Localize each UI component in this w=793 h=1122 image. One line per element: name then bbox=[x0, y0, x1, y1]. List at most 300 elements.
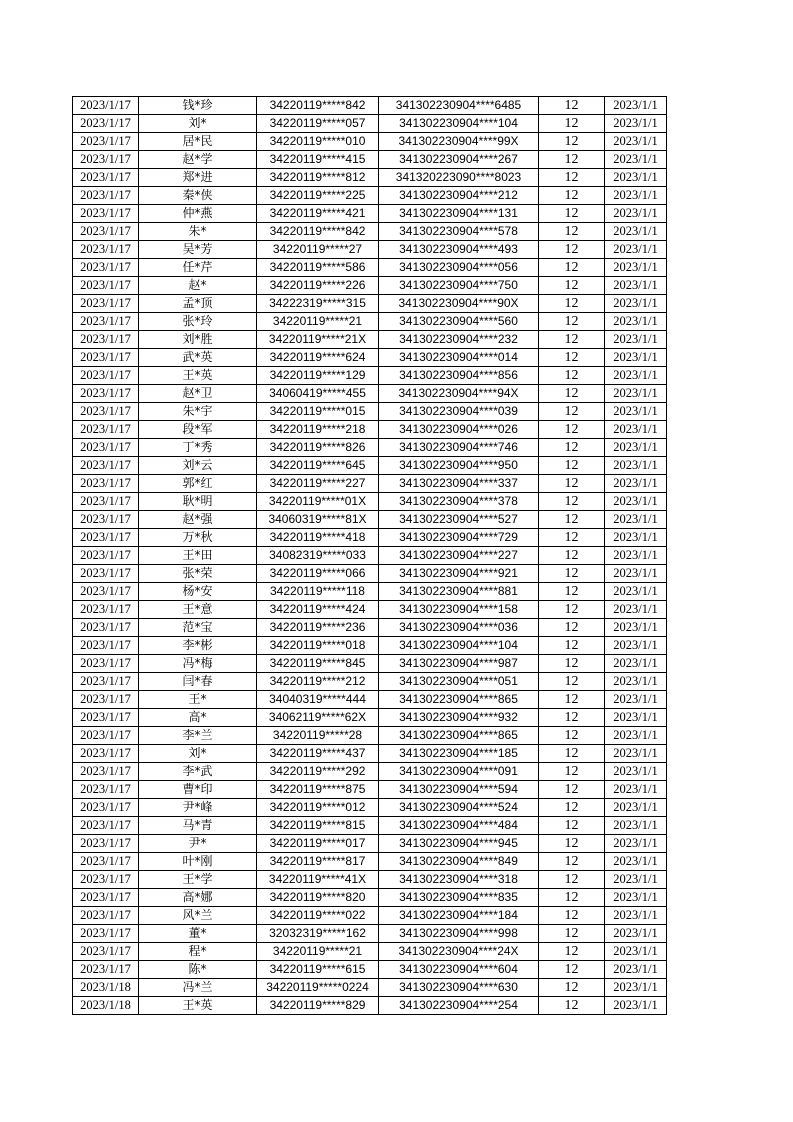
id-number-cell: 34220119*****022 bbox=[257, 907, 379, 925]
table-row bbox=[73, 925, 667, 943]
account-number-cell: 341302230904****578 bbox=[379, 223, 539, 241]
account-number-cell: 341302230904****378 bbox=[379, 493, 539, 511]
account-number-cell: 341302230904****94X bbox=[379, 385, 539, 403]
account-number-cell: 341302230904****104 bbox=[379, 637, 539, 655]
name-cell: 孟*顶 bbox=[139, 295, 257, 313]
table-row bbox=[73, 493, 667, 511]
date-cell: 2023/1/17 bbox=[73, 943, 139, 961]
period-date-cell: 2023/1/1 bbox=[605, 673, 667, 691]
period-date-cell: 2023/1/1 bbox=[605, 385, 667, 403]
period-date-cell: 2023/1/1 bbox=[605, 295, 667, 313]
table-row bbox=[73, 223, 667, 241]
period-date-cell: 2023/1/1 bbox=[605, 709, 667, 727]
amount-cell: 12 bbox=[539, 925, 605, 943]
name-cell: 赵*学 bbox=[139, 151, 257, 169]
period-date-cell: 2023/1/1 bbox=[605, 583, 667, 601]
date-cell: 2023/1/17 bbox=[73, 169, 139, 187]
name-cell: 王*英 bbox=[139, 367, 257, 385]
amount-cell: 12 bbox=[539, 745, 605, 763]
name-cell: 李*武 bbox=[139, 763, 257, 781]
id-number-cell: 34220119*****21 bbox=[257, 313, 379, 331]
amount-cell: 12 bbox=[539, 727, 605, 745]
name-cell: 郭*红 bbox=[139, 475, 257, 493]
period-date-cell: 2023/1/1 bbox=[605, 421, 667, 439]
amount-cell: 12 bbox=[539, 115, 605, 133]
id-number-cell: 34220119*****826 bbox=[257, 439, 379, 457]
table-row bbox=[73, 619, 667, 637]
amount-cell: 12 bbox=[539, 529, 605, 547]
period-date-cell: 2023/1/1 bbox=[605, 241, 667, 259]
account-number-cell: 341302230904****945 bbox=[379, 835, 539, 853]
table-row bbox=[73, 673, 667, 691]
name-cell: 王*英 bbox=[139, 997, 257, 1015]
table-row bbox=[73, 475, 667, 493]
amount-cell: 12 bbox=[539, 655, 605, 673]
period-date-cell: 2023/1/1 bbox=[605, 835, 667, 853]
table-row bbox=[73, 979, 667, 997]
id-number-cell: 34220119*****21 bbox=[257, 943, 379, 961]
name-cell: 钱*珍 bbox=[139, 97, 257, 115]
name-cell: 冯*梅 bbox=[139, 655, 257, 673]
name-cell: 万*秋 bbox=[139, 529, 257, 547]
amount-cell: 12 bbox=[539, 349, 605, 367]
period-date-cell: 2023/1/1 bbox=[605, 313, 667, 331]
name-cell: 张*玲 bbox=[139, 313, 257, 331]
account-number-cell: 341302230904****131 bbox=[379, 205, 539, 223]
id-number-cell: 34220119*****057 bbox=[257, 115, 379, 133]
table-row bbox=[73, 205, 667, 223]
id-number-cell: 34220119*****012 bbox=[257, 799, 379, 817]
table-row bbox=[73, 187, 667, 205]
table-row bbox=[73, 97, 667, 115]
account-number-cell: 341302230904****630 bbox=[379, 979, 539, 997]
table-row bbox=[73, 439, 667, 457]
period-date-cell: 2023/1/1 bbox=[605, 331, 667, 349]
date-cell: 2023/1/17 bbox=[73, 295, 139, 313]
id-number-cell: 34220119*****415 bbox=[257, 151, 379, 169]
id-number-cell: 34220119*****227 bbox=[257, 475, 379, 493]
id-number-cell: 34220119*****645 bbox=[257, 457, 379, 475]
account-number-cell: 341302230904****232 bbox=[379, 331, 539, 349]
account-number-cell: 341302230904****212 bbox=[379, 187, 539, 205]
name-cell: 刘*云 bbox=[139, 457, 257, 475]
id-number-cell: 34220119*****812 bbox=[257, 169, 379, 187]
period-date-cell: 2023/1/1 bbox=[605, 187, 667, 205]
table-row bbox=[73, 853, 667, 871]
period-date-cell: 2023/1/1 bbox=[605, 457, 667, 475]
date-cell: 2023/1/17 bbox=[73, 331, 139, 349]
id-number-cell: 34060319*****81X bbox=[257, 511, 379, 529]
id-number-cell: 34220119*****017 bbox=[257, 835, 379, 853]
id-number-cell: 34220119*****28 bbox=[257, 727, 379, 745]
table-row bbox=[73, 601, 667, 619]
account-number-cell: 341302230904****184 bbox=[379, 907, 539, 925]
date-cell: 2023/1/17 bbox=[73, 907, 139, 925]
name-cell: 朱* bbox=[139, 223, 257, 241]
table-row bbox=[73, 349, 667, 367]
id-number-cell: 34220119*****829 bbox=[257, 997, 379, 1015]
date-cell: 2023/1/17 bbox=[73, 475, 139, 493]
amount-cell: 12 bbox=[539, 295, 605, 313]
date-cell: 2023/1/17 bbox=[73, 277, 139, 295]
amount-cell: 12 bbox=[539, 835, 605, 853]
period-date-cell: 2023/1/1 bbox=[605, 529, 667, 547]
id-number-cell: 34220119*****21X bbox=[257, 331, 379, 349]
name-cell: 叶*刚 bbox=[139, 853, 257, 871]
table-row bbox=[73, 133, 667, 151]
date-cell: 2023/1/17 bbox=[73, 493, 139, 511]
period-date-cell: 2023/1/1 bbox=[605, 781, 667, 799]
period-date-cell: 2023/1/1 bbox=[605, 493, 667, 511]
name-cell: 丁*秀 bbox=[139, 439, 257, 457]
amount-cell: 12 bbox=[539, 619, 605, 637]
period-date-cell: 2023/1/1 bbox=[605, 925, 667, 943]
amount-cell: 12 bbox=[539, 907, 605, 925]
period-date-cell: 2023/1/1 bbox=[605, 763, 667, 781]
amount-cell: 12 bbox=[539, 421, 605, 439]
period-date-cell: 2023/1/1 bbox=[605, 133, 667, 151]
amount-cell: 12 bbox=[539, 979, 605, 997]
id-number-cell: 34220119*****421 bbox=[257, 205, 379, 223]
name-cell: 杨*安 bbox=[139, 583, 257, 601]
name-cell: 赵*卫 bbox=[139, 385, 257, 403]
account-number-cell: 341302230904****729 bbox=[379, 529, 539, 547]
table-row bbox=[73, 295, 667, 313]
account-number-cell: 341302230904****746 bbox=[379, 439, 539, 457]
account-number-cell: 341302230904****056 bbox=[379, 259, 539, 277]
account-number-cell: 341302230904****267 bbox=[379, 151, 539, 169]
table-row bbox=[73, 691, 667, 709]
name-cell: 陈* bbox=[139, 961, 257, 979]
name-cell: 董* bbox=[139, 925, 257, 943]
id-number-cell: 34220119*****41X bbox=[257, 871, 379, 889]
date-cell: 2023/1/18 bbox=[73, 979, 139, 997]
id-number-cell: 34220119*****018 bbox=[257, 637, 379, 655]
date-cell: 2023/1/17 bbox=[73, 853, 139, 871]
table-row bbox=[73, 961, 667, 979]
period-date-cell: 2023/1/1 bbox=[605, 403, 667, 421]
amount-cell: 12 bbox=[539, 511, 605, 529]
name-cell: 张*荣 bbox=[139, 565, 257, 583]
table-row bbox=[73, 529, 667, 547]
account-number-cell: 341302230904****99X bbox=[379, 133, 539, 151]
table-row bbox=[73, 457, 667, 475]
period-date-cell: 2023/1/1 bbox=[605, 691, 667, 709]
account-number-cell: 341302230904****987 bbox=[379, 655, 539, 673]
account-number-cell: 341302230904****158 bbox=[379, 601, 539, 619]
table-row bbox=[73, 835, 667, 853]
id-number-cell: 34220119*****01X bbox=[257, 493, 379, 511]
date-cell: 2023/1/17 bbox=[73, 115, 139, 133]
date-cell: 2023/1/17 bbox=[73, 871, 139, 889]
amount-cell: 12 bbox=[539, 241, 605, 259]
date-cell: 2023/1/17 bbox=[73, 565, 139, 583]
table-row bbox=[73, 583, 667, 601]
name-cell: 李*彬 bbox=[139, 637, 257, 655]
table-row bbox=[73, 259, 667, 277]
table-row bbox=[73, 727, 667, 745]
name-cell: 朱*宇 bbox=[139, 403, 257, 421]
id-number-cell: 32032319*****162 bbox=[257, 925, 379, 943]
table-row bbox=[73, 943, 667, 961]
date-cell: 2023/1/17 bbox=[73, 403, 139, 421]
date-cell: 2023/1/17 bbox=[73, 745, 139, 763]
period-date-cell: 2023/1/1 bbox=[605, 853, 667, 871]
name-cell: 王*田 bbox=[139, 547, 257, 565]
id-number-cell: 34040319*****444 bbox=[257, 691, 379, 709]
id-number-cell: 34220119*****842 bbox=[257, 97, 379, 115]
period-date-cell: 2023/1/1 bbox=[605, 349, 667, 367]
period-date-cell: 2023/1/1 bbox=[605, 223, 667, 241]
amount-cell: 12 bbox=[539, 205, 605, 223]
id-number-cell: 34060419*****455 bbox=[257, 385, 379, 403]
name-cell: 马*青 bbox=[139, 817, 257, 835]
amount-cell: 12 bbox=[539, 493, 605, 511]
date-cell: 2023/1/17 bbox=[73, 151, 139, 169]
records-table bbox=[72, 96, 667, 1015]
name-cell: 程* bbox=[139, 943, 257, 961]
name-cell: 尹*峰 bbox=[139, 799, 257, 817]
amount-cell: 12 bbox=[539, 457, 605, 475]
name-cell: 赵*强 bbox=[139, 511, 257, 529]
amount-cell: 12 bbox=[539, 673, 605, 691]
amount-cell: 12 bbox=[539, 403, 605, 421]
period-date-cell: 2023/1/1 bbox=[605, 367, 667, 385]
period-date-cell: 2023/1/1 bbox=[605, 943, 667, 961]
name-cell: 刘* bbox=[139, 115, 257, 133]
table-row bbox=[73, 367, 667, 385]
period-date-cell: 2023/1/1 bbox=[605, 997, 667, 1015]
id-number-cell: 34222319*****315 bbox=[257, 295, 379, 313]
period-date-cell: 2023/1/1 bbox=[605, 439, 667, 457]
name-cell: 耿*明 bbox=[139, 493, 257, 511]
id-number-cell: 34220119*****624 bbox=[257, 349, 379, 367]
name-cell: 王*意 bbox=[139, 601, 257, 619]
table-row bbox=[73, 277, 667, 295]
date-cell: 2023/1/17 bbox=[73, 583, 139, 601]
account-number-cell: 341302230904****104 bbox=[379, 115, 539, 133]
account-number-cell: 341302230904****6485 bbox=[379, 97, 539, 115]
account-number-cell: 341302230904****051 bbox=[379, 673, 539, 691]
period-date-cell: 2023/1/1 bbox=[605, 259, 667, 277]
account-number-cell: 341302230904****865 bbox=[379, 727, 539, 745]
account-number-cell: 341302230904****921 bbox=[379, 565, 539, 583]
account-number-cell: 341302230904****560 bbox=[379, 313, 539, 331]
name-cell: 王*学 bbox=[139, 871, 257, 889]
period-date-cell: 2023/1/1 bbox=[605, 637, 667, 655]
table-row bbox=[73, 799, 667, 817]
name-cell: 秦*侠 bbox=[139, 187, 257, 205]
id-number-cell: 34220119*****817 bbox=[257, 853, 379, 871]
table-row bbox=[73, 637, 667, 655]
name-cell: 居*民 bbox=[139, 133, 257, 151]
amount-cell: 12 bbox=[539, 961, 605, 979]
amount-cell: 12 bbox=[539, 601, 605, 619]
amount-cell: 12 bbox=[539, 331, 605, 349]
date-cell: 2023/1/17 bbox=[73, 133, 139, 151]
id-number-cell: 34220119*****010 bbox=[257, 133, 379, 151]
id-number-cell: 34220119*****015 bbox=[257, 403, 379, 421]
date-cell: 2023/1/17 bbox=[73, 781, 139, 799]
id-number-cell: 34220119*****118 bbox=[257, 583, 379, 601]
account-number-cell: 341302230904****604 bbox=[379, 961, 539, 979]
date-cell: 2023/1/17 bbox=[73, 637, 139, 655]
date-cell: 2023/1/17 bbox=[73, 655, 139, 673]
amount-cell: 12 bbox=[539, 259, 605, 277]
period-date-cell: 2023/1/1 bbox=[605, 727, 667, 745]
date-cell: 2023/1/18 bbox=[73, 997, 139, 1015]
table-row bbox=[73, 331, 667, 349]
amount-cell: 12 bbox=[539, 799, 605, 817]
name-cell: 范*宝 bbox=[139, 619, 257, 637]
date-cell: 2023/1/17 bbox=[73, 835, 139, 853]
table-row bbox=[73, 709, 667, 727]
table-row bbox=[73, 511, 667, 529]
date-cell: 2023/1/17 bbox=[73, 601, 139, 619]
date-cell: 2023/1/17 bbox=[73, 727, 139, 745]
table-row bbox=[73, 385, 667, 403]
id-number-cell: 34220119*****586 bbox=[257, 259, 379, 277]
id-number-cell: 34220119*****418 bbox=[257, 529, 379, 547]
date-cell: 2023/1/17 bbox=[73, 799, 139, 817]
table-row bbox=[73, 403, 667, 421]
records-table-body bbox=[73, 97, 667, 1015]
table-row bbox=[73, 817, 667, 835]
date-cell: 2023/1/17 bbox=[73, 511, 139, 529]
name-cell: 李*兰 bbox=[139, 727, 257, 745]
date-cell: 2023/1/17 bbox=[73, 709, 139, 727]
amount-cell: 12 bbox=[539, 583, 605, 601]
period-date-cell: 2023/1/1 bbox=[605, 979, 667, 997]
amount-cell: 12 bbox=[539, 565, 605, 583]
amount-cell: 12 bbox=[539, 871, 605, 889]
date-cell: 2023/1/17 bbox=[73, 547, 139, 565]
id-number-cell: 34220119*****236 bbox=[257, 619, 379, 637]
name-cell: 刘*胜 bbox=[139, 331, 257, 349]
account-number-cell: 341302230904****865 bbox=[379, 691, 539, 709]
id-number-cell: 34220119*****212 bbox=[257, 673, 379, 691]
date-cell: 2023/1/17 bbox=[73, 385, 139, 403]
account-number-cell: 341302230904****998 bbox=[379, 925, 539, 943]
period-date-cell: 2023/1/1 bbox=[605, 889, 667, 907]
amount-cell: 12 bbox=[539, 475, 605, 493]
account-number-cell: 341302230904****24X bbox=[379, 943, 539, 961]
account-number-cell: 341302230904****90X bbox=[379, 295, 539, 313]
name-cell: 曹*印 bbox=[139, 781, 257, 799]
period-date-cell: 2023/1/1 bbox=[605, 565, 667, 583]
id-number-cell: 34220119*****815 bbox=[257, 817, 379, 835]
table-row bbox=[73, 421, 667, 439]
name-cell: 尹* bbox=[139, 835, 257, 853]
account-number-cell: 341302230904****950 bbox=[379, 457, 539, 475]
period-date-cell: 2023/1/1 bbox=[605, 115, 667, 133]
period-date-cell: 2023/1/1 bbox=[605, 475, 667, 493]
period-date-cell: 2023/1/1 bbox=[605, 511, 667, 529]
period-date-cell: 2023/1/1 bbox=[605, 205, 667, 223]
date-cell: 2023/1/17 bbox=[73, 925, 139, 943]
amount-cell: 12 bbox=[539, 781, 605, 799]
date-cell: 2023/1/17 bbox=[73, 691, 139, 709]
id-number-cell: 34220119*****226 bbox=[257, 277, 379, 295]
table-row bbox=[73, 781, 667, 799]
period-date-cell: 2023/1/1 bbox=[605, 169, 667, 187]
date-cell: 2023/1/17 bbox=[73, 259, 139, 277]
table-row bbox=[73, 907, 667, 925]
amount-cell: 12 bbox=[539, 367, 605, 385]
name-cell: 郑*进 bbox=[139, 169, 257, 187]
period-date-cell: 2023/1/1 bbox=[605, 961, 667, 979]
amount-cell: 12 bbox=[539, 637, 605, 655]
amount-cell: 12 bbox=[539, 385, 605, 403]
id-number-cell: 34220119*****218 bbox=[257, 421, 379, 439]
table-row bbox=[73, 871, 667, 889]
period-date-cell: 2023/1/1 bbox=[605, 799, 667, 817]
date-cell: 2023/1/17 bbox=[73, 205, 139, 223]
amount-cell: 12 bbox=[539, 187, 605, 205]
amount-cell: 12 bbox=[539, 151, 605, 169]
account-number-cell: 341302230904****039 bbox=[379, 403, 539, 421]
account-number-cell: 341302230904****856 bbox=[379, 367, 539, 385]
amount-cell: 12 bbox=[539, 763, 605, 781]
account-number-cell: 341302230904****318 bbox=[379, 871, 539, 889]
date-cell: 2023/1/17 bbox=[73, 421, 139, 439]
account-number-cell: 341302230904****484 bbox=[379, 817, 539, 835]
name-cell: 刘* bbox=[139, 745, 257, 763]
period-date-cell: 2023/1/1 bbox=[605, 151, 667, 169]
account-number-cell: 341302230904****493 bbox=[379, 241, 539, 259]
account-number-cell: 341302230904****091 bbox=[379, 763, 539, 781]
account-number-cell: 341302230904****026 bbox=[379, 421, 539, 439]
account-number-cell: 341302230904****254 bbox=[379, 997, 539, 1015]
date-cell: 2023/1/17 bbox=[73, 457, 139, 475]
id-number-cell: 34220119*****845 bbox=[257, 655, 379, 673]
table-row bbox=[73, 997, 667, 1015]
id-number-cell: 34082319*****033 bbox=[257, 547, 379, 565]
amount-cell: 12 bbox=[539, 223, 605, 241]
id-number-cell: 34220119*****437 bbox=[257, 745, 379, 763]
date-cell: 2023/1/17 bbox=[73, 223, 139, 241]
name-cell: 王* bbox=[139, 691, 257, 709]
period-date-cell: 2023/1/1 bbox=[605, 655, 667, 673]
period-date-cell: 2023/1/1 bbox=[605, 601, 667, 619]
date-cell: 2023/1/17 bbox=[73, 763, 139, 781]
amount-cell: 12 bbox=[539, 943, 605, 961]
id-number-cell: 34062119*****62X bbox=[257, 709, 379, 727]
name-cell: 冯*兰 bbox=[139, 979, 257, 997]
account-number-cell: 341302230904****835 bbox=[379, 889, 539, 907]
account-number-cell: 341302230904****881 bbox=[379, 583, 539, 601]
amount-cell: 12 bbox=[539, 709, 605, 727]
name-cell: 段*军 bbox=[139, 421, 257, 439]
id-number-cell: 34220119*****27 bbox=[257, 241, 379, 259]
period-date-cell: 2023/1/1 bbox=[605, 619, 667, 637]
period-date-cell: 2023/1/1 bbox=[605, 277, 667, 295]
name-cell: 任*芹 bbox=[139, 259, 257, 277]
amount-cell: 12 bbox=[539, 691, 605, 709]
period-date-cell: 2023/1/1 bbox=[605, 745, 667, 763]
date-cell: 2023/1/17 bbox=[73, 817, 139, 835]
amount-cell: 12 bbox=[539, 277, 605, 295]
period-date-cell: 2023/1/1 bbox=[605, 907, 667, 925]
table-row bbox=[73, 115, 667, 133]
amount-cell: 12 bbox=[539, 853, 605, 871]
period-date-cell: 2023/1/1 bbox=[605, 817, 667, 835]
name-cell: 赵* bbox=[139, 277, 257, 295]
name-cell: 高* bbox=[139, 709, 257, 727]
date-cell: 2023/1/17 bbox=[73, 619, 139, 637]
date-cell: 2023/1/17 bbox=[73, 889, 139, 907]
period-date-cell: 2023/1/1 bbox=[605, 547, 667, 565]
